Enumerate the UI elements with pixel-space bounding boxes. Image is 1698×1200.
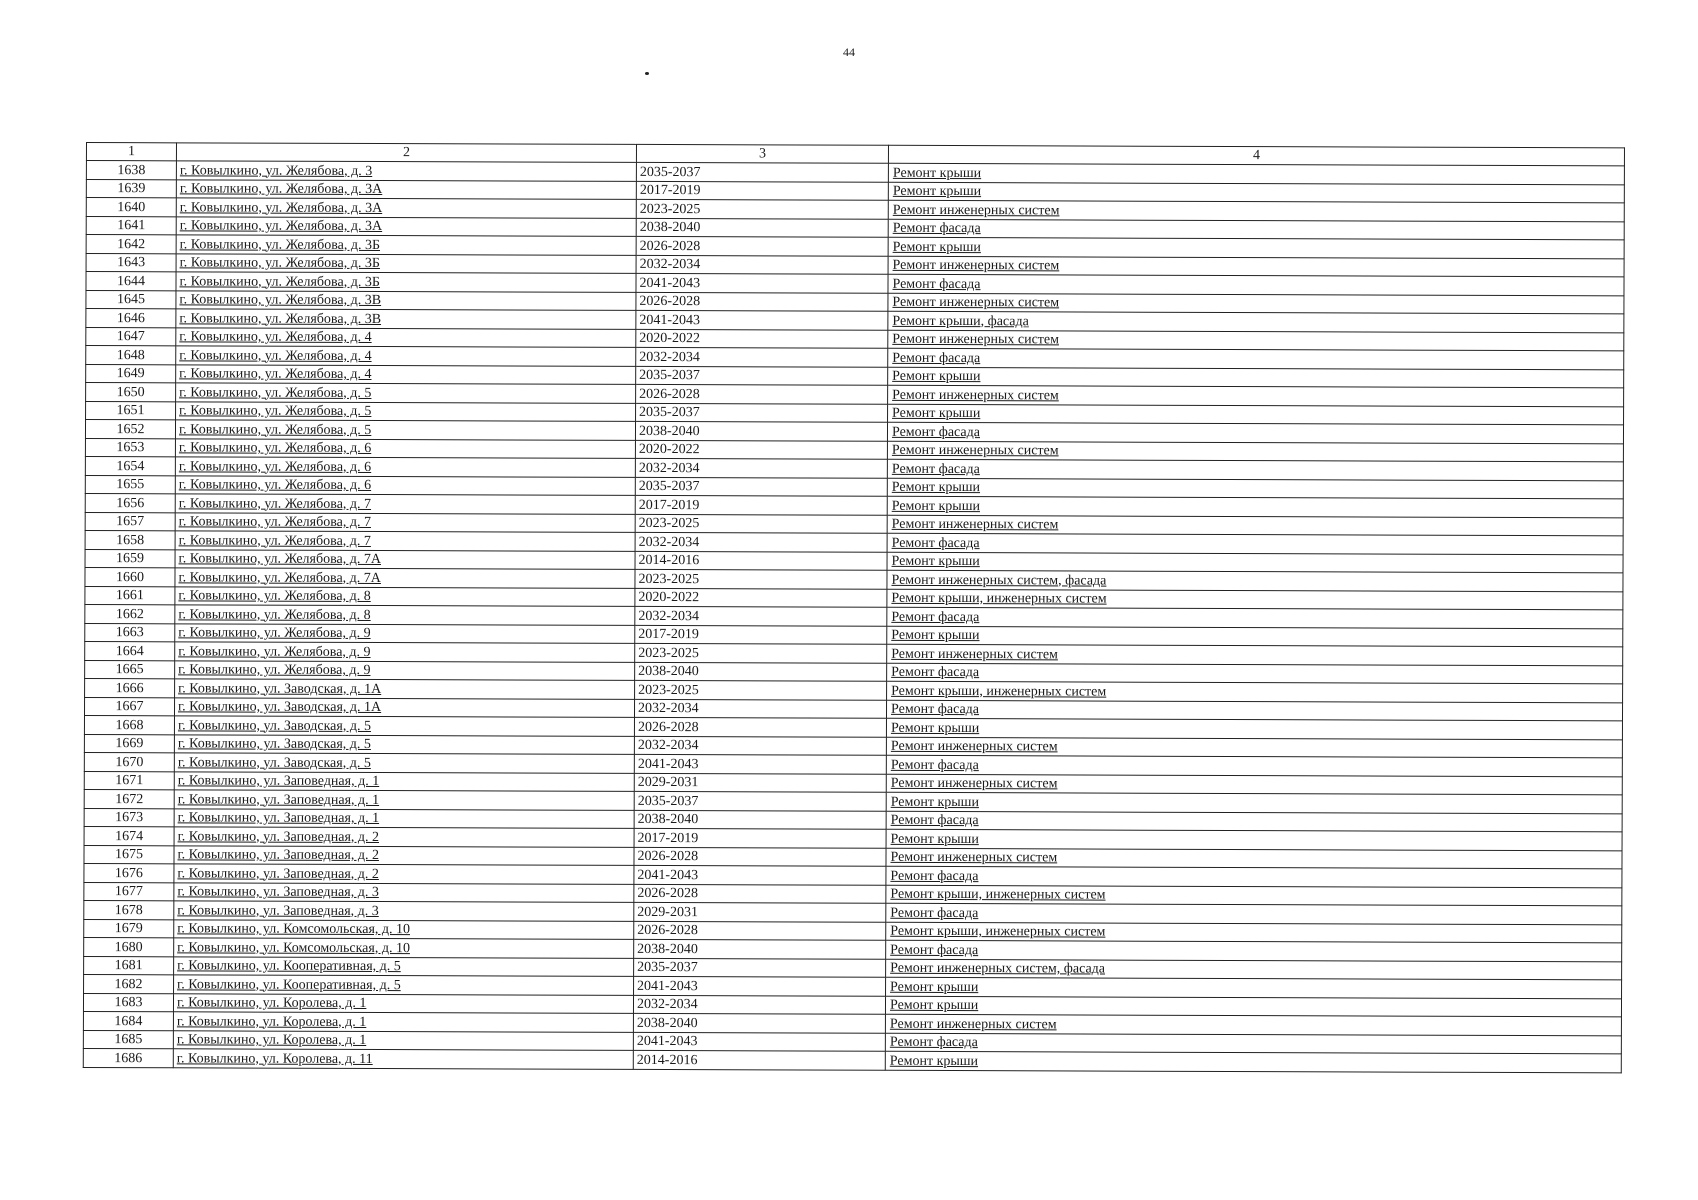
work-type-cell: Ремонт фасада xyxy=(886,940,1622,961)
work-type-cell: Ремонт инженерных систем, фасада xyxy=(887,570,1623,591)
period-cell: 2023-2025 xyxy=(636,199,888,218)
period-cell: 2017-2019 xyxy=(636,181,888,200)
address-cell: г. Ковылкино, ул. Заповедная, д. 1 xyxy=(174,790,634,810)
period-cell: 2014-2016 xyxy=(635,551,887,570)
period-cell: 2041-2043 xyxy=(634,865,886,884)
work-type-cell: Ремонт инженерных систем xyxy=(886,848,1622,869)
table-body xyxy=(83,143,1624,1073)
work-type-cell: Ремонт крыши xyxy=(888,182,1624,203)
row-number-cell: 1643 xyxy=(86,253,176,272)
work-type-cell: Ремонт крыши xyxy=(888,237,1624,258)
period-cell: 2038-2040 xyxy=(634,810,886,829)
work-type-cell: Ремонт инженерных систем xyxy=(887,441,1623,462)
period-cell: 2020-2022 xyxy=(636,329,888,348)
work-type-cell: Ремонт фасада xyxy=(887,459,1623,480)
period-cell: 2038-2040 xyxy=(636,218,888,237)
period-cell: 2032-2034 xyxy=(633,995,885,1014)
work-type-cell: Ремонт крыши xyxy=(886,792,1622,813)
period-cell: 2032-2034 xyxy=(635,458,887,477)
period-cell: 2035-2037 xyxy=(635,477,887,496)
work-type-cell: Ремонт крыши xyxy=(887,552,1623,573)
address-cell: г. Ковылкино, ул. Желябова, д. 5 xyxy=(176,383,636,403)
row-number-cell: 1659 xyxy=(85,549,175,568)
address-cell: г. Ковылкино, ул. Заповедная, д. 3 xyxy=(174,901,634,921)
row-number-cell: 1676 xyxy=(84,863,174,882)
page-number: 44 xyxy=(843,45,855,59)
work-type-cell: Ремонт инженерных систем xyxy=(888,293,1624,314)
period-cell: 2038-2040 xyxy=(635,662,887,681)
row-number-cell: 1648 xyxy=(86,346,176,365)
row-number-cell: 1673 xyxy=(84,808,174,827)
period-cell: 2026-2028 xyxy=(636,236,888,255)
address-cell: г. Ковылкино, ул. Желябова, д. 3А xyxy=(176,198,636,218)
row-number-cell: 1660 xyxy=(85,567,175,586)
period-cell: 2026-2028 xyxy=(634,884,886,903)
address-cell: г. Ковылкино, ул. Желябова, д. 4 xyxy=(176,364,636,384)
work-type-cell: Ремонт крыши xyxy=(886,829,1622,850)
row-number-cell: 1671 xyxy=(84,771,174,790)
address-cell: г. Ковылкино, ул. Желябова, д. 7 xyxy=(175,531,635,551)
row-number-cell: 1661 xyxy=(85,586,175,605)
row-number-cell: 1668 xyxy=(84,715,174,734)
address-cell: г. Ковылкино, ул. Заповедная, д. 3 xyxy=(174,882,634,902)
period-cell: 2017-2019 xyxy=(635,495,887,514)
row-number-cell: 1679 xyxy=(84,919,174,938)
period-cell: 2035-2037 xyxy=(636,366,888,385)
address-cell: г. Ковылкино, ул. Желябова, д. 6 xyxy=(175,438,635,458)
column-header-4: 4 xyxy=(888,145,1624,166)
work-type-cell: Ремонт инженерных систем xyxy=(887,644,1623,665)
address-cell: г. Ковылкино, ул. Желябова, д. 8 xyxy=(175,586,635,606)
address-cell: г. Ковылкино, ул. Заводская, д. 1А xyxy=(174,697,634,717)
address-cell: г. Ковылкино, ул. Желябова, д. 3А xyxy=(176,179,636,199)
work-type-cell: Ремонт крыши xyxy=(888,367,1624,388)
row-number-cell: 1682 xyxy=(84,974,174,993)
period-cell: 2041-2043 xyxy=(636,273,888,292)
period-cell: 2041-2043 xyxy=(633,1032,885,1051)
row-number-cell: 1642 xyxy=(86,235,176,254)
address-cell: г. Ковылкино, ул. Желябова, д. 9 xyxy=(175,623,635,643)
address-cell: г. Ковылкино, ул. Кооперативная, д. 5 xyxy=(174,956,634,976)
work-type-cell: Ремонт крыши xyxy=(885,996,1621,1017)
address-cell: г. Ковылкино, ул. Заводская, д. 5 xyxy=(174,753,634,773)
period-cell: 2035-2037 xyxy=(636,403,888,422)
address-cell: г. Ковылкино, ул. Заповедная, д. 1 xyxy=(174,771,634,791)
address-cell: г. Ковылкино, ул. Заповедная, д. 1 xyxy=(174,808,634,828)
work-type-cell: Ремонт инженерных систем xyxy=(886,774,1622,795)
row-number-cell: 1652 xyxy=(85,420,175,439)
column-header-2: 2 xyxy=(176,143,636,163)
work-type-cell: Ремонт крыши xyxy=(888,404,1624,425)
row-number-cell: 1641 xyxy=(86,216,176,235)
column-header-3: 3 xyxy=(636,144,888,163)
work-type-cell: Ремонт инженерных систем xyxy=(885,1014,1621,1035)
address-cell: г. Ковылкино, ул. Желябова, д. 6 xyxy=(175,457,635,477)
period-cell: 2038-2040 xyxy=(633,1013,885,1032)
work-type-cell: Ремонт инженерных систем xyxy=(886,737,1622,758)
work-type-cell: Ремонт фасада xyxy=(888,219,1624,240)
period-cell: 2032-2034 xyxy=(636,347,888,366)
row-number-cell: 1686 xyxy=(83,1048,173,1067)
row-number-cell: 1664 xyxy=(85,641,175,660)
work-type-cell: Ремонт фасада xyxy=(888,348,1624,369)
work-type-cell: Ремонт инженерных систем xyxy=(888,256,1624,277)
row-number-cell: 1665 xyxy=(85,660,175,679)
row-number-cell: 1684 xyxy=(83,1011,173,1030)
work-type-cell: Ремонт фасада xyxy=(887,607,1623,628)
period-cell: 2035-2037 xyxy=(634,958,886,977)
work-type-cell: Ремонт фасада xyxy=(886,903,1622,924)
row-number-cell: 1658 xyxy=(85,530,175,549)
address-cell: г. Ковылкино, ул. Заповедная, д. 2 xyxy=(174,827,634,847)
address-cell: г. Ковылкино, ул. Желябова, д. 6 xyxy=(175,475,635,495)
address-cell: г. Ковылкино, ул. Желябова, д. 7 xyxy=(175,494,635,514)
row-number-cell: 1655 xyxy=(85,475,175,494)
period-cell: 2032-2034 xyxy=(635,606,887,625)
row-number-cell: 1683 xyxy=(83,993,173,1012)
work-type-cell: Ремонт крыши, инженерных систем xyxy=(886,922,1622,943)
period-cell: 2038-2040 xyxy=(634,939,886,958)
row-number-cell: 1681 xyxy=(84,956,174,975)
work-type-cell: Ремонт инженерных систем xyxy=(888,385,1624,406)
address-cell: г. Ковылкино, ул. Желябова, д. 5 xyxy=(175,420,635,440)
address-cell: г. Ковылкино, ул. Желябова, д. 7А xyxy=(175,549,635,569)
row-number-cell: 1639 xyxy=(86,179,176,198)
row-number-cell: 1646 xyxy=(86,309,176,328)
period-cell: 2017-2019 xyxy=(635,625,887,644)
period-cell: 2032-2034 xyxy=(636,255,888,274)
work-type-cell: Ремонт крыши xyxy=(885,1051,1621,1072)
period-cell: 2026-2028 xyxy=(636,384,888,403)
work-type-cell: Ремонт фасада xyxy=(887,422,1623,443)
row-number-cell: 1672 xyxy=(84,789,174,808)
row-number-cell: 1670 xyxy=(84,752,174,771)
period-cell: 2032-2034 xyxy=(634,699,886,718)
column-header-1: 1 xyxy=(86,143,176,161)
row-number-cell: 1657 xyxy=(85,512,175,531)
address-cell: г. Ковылкино, ул. Желябова, д. 3А xyxy=(176,216,636,236)
work-type-cell: Ремонт фасада xyxy=(886,700,1622,721)
address-cell: г. Ковылкино, ул. Желябова, д. 4 xyxy=(176,346,636,366)
address-cell: г. Ковылкино, ул. Желябова, д. 5 xyxy=(176,401,636,421)
work-type-cell: Ремонт инженерных систем xyxy=(888,200,1624,221)
period-cell: 2029-2031 xyxy=(634,773,886,792)
period-cell: 2023-2025 xyxy=(635,643,887,662)
row-number-cell: 1685 xyxy=(83,1030,173,1049)
work-type-cell: Ремонт крыши xyxy=(887,478,1623,499)
period-cell: 2026-2028 xyxy=(634,717,886,736)
row-number-cell: 1647 xyxy=(86,327,176,346)
row-number-cell: 1651 xyxy=(86,401,176,420)
row-number-cell: 1680 xyxy=(84,937,174,956)
work-type-cell: Ремонт фасада xyxy=(885,1033,1621,1054)
work-type-cell: Ремонт крыши xyxy=(887,626,1623,647)
period-cell: 2032-2034 xyxy=(635,532,887,551)
address-cell: г. Ковылкино, ул. Желябова, д. 3Б xyxy=(176,253,636,273)
period-cell: 2029-2031 xyxy=(634,902,886,921)
row-number-cell: 1650 xyxy=(86,383,176,402)
row-number-cell: 1645 xyxy=(86,290,176,309)
work-type-cell: Ремонт фасада xyxy=(886,811,1622,832)
address-cell: г. Ковылкино, ул. Комсомольская, д. 10 xyxy=(174,938,634,958)
row-number-cell: 1675 xyxy=(84,845,174,864)
address-cell: г. Ковылкино, ул. Заповедная, д. 2 xyxy=(174,845,634,865)
period-cell: 2032-2034 xyxy=(634,736,886,755)
address-cell: г. Ковылкино, ул. Королева, д. 1 xyxy=(173,993,633,1013)
period-cell: 2017-2019 xyxy=(634,828,886,847)
work-type-cell: Ремонт крыши xyxy=(886,977,1622,998)
address-cell: г. Ковылкино, ул. Желябова, д. 3Б xyxy=(176,272,636,292)
address-cell: г. Ковылкино, ул. Кооперативная, д. 5 xyxy=(174,975,634,995)
address-cell: г. Ковылкино, ул. Желябова, д. 3В xyxy=(176,290,636,310)
period-cell: 2026-2028 xyxy=(636,292,888,311)
address-cell: г. Ковылкино, ул. Королева, д. 11 xyxy=(173,1049,633,1069)
address-cell: г. Ковылкино, ул. Желябова, д. 3 xyxy=(176,161,636,181)
period-cell: 2026-2028 xyxy=(634,921,886,940)
row-number-cell: 1674 xyxy=(84,826,174,845)
work-type-cell: Ремонт крыши, инженерных систем xyxy=(886,885,1622,906)
work-type-cell: Ремонт фасада xyxy=(887,533,1623,554)
period-cell: 2023-2025 xyxy=(635,569,887,588)
work-type-cell: Ремонт инженерных систем xyxy=(888,330,1624,351)
work-type-cell: Ремонт инженерных систем, фасада xyxy=(886,959,1622,980)
period-cell: 2038-2040 xyxy=(635,421,887,440)
period-cell: 2026-2028 xyxy=(634,847,886,866)
period-cell: 2035-2037 xyxy=(636,162,888,181)
period-cell: 2035-2037 xyxy=(634,791,886,810)
work-type-cell: Ремонт крыши xyxy=(888,163,1624,184)
address-cell: г. Ковылкино, ул. Заповедная, д. 2 xyxy=(174,864,634,884)
work-type-cell: Ремонт фасада xyxy=(886,866,1622,887)
work-type-cell: Ремонт крыши, инженерных систем xyxy=(887,681,1623,702)
address-cell: г. Ковылкино, ул. Желябова, д. 3В xyxy=(176,309,636,329)
row-number-cell: 1662 xyxy=(85,604,175,623)
row-number-cell: 1649 xyxy=(86,364,176,383)
row-number-cell: 1678 xyxy=(84,900,174,919)
work-type-cell: Ремонт крыши xyxy=(887,496,1623,517)
address-cell: г. Ковылкино, ул. Заводская, д. 5 xyxy=(174,734,634,754)
row-number-cell: 1667 xyxy=(84,697,174,716)
period-cell: 2020-2022 xyxy=(635,440,887,459)
work-type-cell: Ремонт инженерных систем xyxy=(887,515,1623,536)
period-cell: 2023-2025 xyxy=(635,680,887,699)
table-row xyxy=(83,1048,1621,1072)
address-cell: г. Ковылкино, ул. Желябова, д. 9 xyxy=(175,660,635,680)
period-cell: 2041-2043 xyxy=(634,976,886,995)
scan-artifact-dot xyxy=(645,72,649,75)
address-cell: г. Ковылкино, ул. Желябова, д. 7 xyxy=(175,512,635,532)
work-type-cell: Ремонт фасада xyxy=(887,663,1623,684)
work-type-cell: Ремонт крыши xyxy=(886,718,1622,739)
period-cell: 2014-2016 xyxy=(633,1050,885,1069)
address-cell: г. Ковылкино, ул. Королева, д. 1 xyxy=(173,1030,633,1050)
row-number-cell: 1656 xyxy=(85,493,175,512)
row-number-cell: 1666 xyxy=(85,678,175,697)
address-cell: г. Ковылкино, ул. Заводская, д. 1А xyxy=(175,679,635,699)
address-cell: г. Ковылкино, ул. Королева, д. 1 xyxy=(173,1012,633,1032)
row-number-cell: 1644 xyxy=(86,272,176,291)
address-cell: г. Ковылкино, ул. Заводская, д. 5 xyxy=(174,716,634,736)
work-type-cell: Ремонт крыши, фасада xyxy=(888,311,1624,332)
work-type-cell: Ремонт крыши, инженерных систем xyxy=(887,589,1623,610)
row-number-cell: 1669 xyxy=(84,734,174,753)
period-cell: 2041-2043 xyxy=(636,310,888,329)
row-number-cell: 1677 xyxy=(84,882,174,901)
address-cell: г. Ковылкино, ул. Желябова, д. 8 xyxy=(175,605,635,625)
row-number-cell: 1640 xyxy=(86,198,176,217)
row-number-cell: 1663 xyxy=(85,623,175,642)
address-cell: г. Ковылкино, ул. Желябова, д. 9 xyxy=(175,642,635,662)
period-cell: 2041-2043 xyxy=(634,754,886,773)
address-cell: г. Ковылкино, ул. Желябова, д. 3Б xyxy=(176,235,636,255)
row-number-cell: 1638 xyxy=(86,161,176,180)
address-cell: г. Ковылкино, ул. Комсомольская, д. 10 xyxy=(174,919,634,939)
work-type-cell: Ремонт фасада xyxy=(888,274,1624,295)
period-cell: 2020-2022 xyxy=(635,588,887,607)
address-cell: г. Ковылкино, ул. Желябова, д. 4 xyxy=(176,327,636,347)
address-cell: г. Ковылкино, ул. Желябова, д. 7А xyxy=(175,568,635,588)
row-number-cell: 1654 xyxy=(85,456,175,475)
work-type-cell: Ремонт фасада xyxy=(886,755,1622,776)
period-cell: 2023-2025 xyxy=(635,514,887,533)
repair-schedule-table xyxy=(83,142,1625,1073)
row-number-cell: 1653 xyxy=(85,438,175,457)
